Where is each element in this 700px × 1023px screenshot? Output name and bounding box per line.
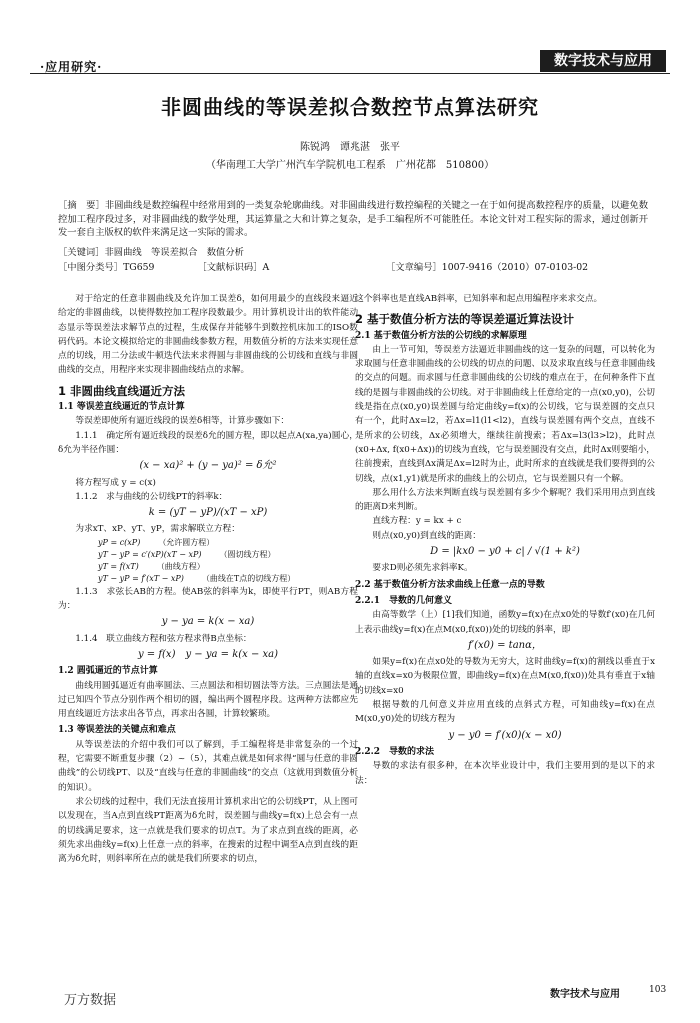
section-heading-2: 2 基于数值分析方法的等误差逼近算法设计 [355,312,575,327]
watermark: 万方数据 [64,993,117,1008]
paragraph-2-2-1b: 如果y=f(x)在点x0处的导数为无穷大，这时曲线y=f(x)的割线以垂直于x轴的直线x=x0为极限位置，即曲线y=f(x)在点M(x0,f(x0))处具有垂直于x轴的切线x=x0 [355,657,655,696]
paragraph-1-3a: 从等误差法的介绍中我们可以了解到，手工编程将是非常复杂的一个过程，它需要不断重复步骤（2）~（5），其难点就是如何求得“圆与任意的非圆曲线”的公切线PT、以及“直线与任意的非圆曲线”的交点（这就用到数值分析的知识）。 [58,739,358,793]
step-1-1-3: 1.1.3 求弦长AB的方程。使AB弦的斜率为k，即使平行PT，则AB方程为： [58,586,358,612]
paragraph-1-2: 曲线用圆弧逼近有曲率圆法、三点圆法和相切圆法等方法。三点圆法是通过已知四个节点分别作两个相切的圆，编出两个圆程序段。这两种方法都应先用直线逼近方法求出各节点，再求出各圆，计算较繁琐。 [58,680,358,720]
paragraph-2-1b: 那么用什么方法来判断直线与误差圆有多少个解呢？我们采用用点到直线的距离D来判断。 [355,487,655,513]
derivative-tan-formula: f′(x0) = tanα， [468,639,542,651]
subsection-heading-2-2-2: 2.2.2 导数的求法 [355,746,435,757]
distance-intro: 则点(x0,y0)到直线的距离： [372,530,481,541]
step-1-1-2-note: 为求xT、xP、yT、yP，需求解联立方程： [75,524,240,535]
chord-equation: y − ya = k(x − xa) [161,616,255,628]
paper-authors: 陈锐鸿 谭兆湛 张平 [300,142,400,153]
distance-formula: D = |kx0 − y0 + c| / √(1 + k²) [430,546,580,558]
tangent-line-formula: y − y0 = f′(x0)(x − x0) [448,729,562,741]
paragraph-2-2-1c: 根据导数的几何意义并应用直线的点斜式方程，可知曲线y=f(x)在点M(x0,y0)处的切线方程为 [355,700,655,725]
paper-title: 非圆曲线的等误差拟合数控节点算法研究 [161,95,539,119]
paragraph-1-3b: 求公切线的过程中，我们无法直接用计算机求出它的公切线PT，从上图可以发现在，当A点到直线PT距离为δ允时，误差圆与曲线y=f(x)上总会有一点的切线满足要求，这一点就是我们要求的切点T。为了求点到直线的距离，必须先求出曲线y=f(x)上任意一点的斜率，在搜索的过程中调至A点到直线的距离为δ允时，则斜率所在点的就是我们所要求的切点， [58,796,358,865]
subsection-heading-1-3: 1.3 等误差法的关键点和难点 [58,725,176,736]
line-equation: 直线方程：y = kx + c [372,516,462,527]
header-divider [30,73,670,74]
subsection-heading-1-2: 1.2 圆弧逼近的节点计算 [58,666,158,677]
keywords: ［关键词］非圆曲线 等误差拟合 数值分析 [58,247,244,258]
footer-journal: 数字技术与应用 [550,989,620,1000]
left-column [58,292,358,866]
classification-row [58,259,648,273]
paragraph-1-1: 等误差即使所有逼近线段的误差δ相等，计算步骤如下： [75,416,290,427]
equation-line: yT − yP = c′(xP)(xT − xP) （圆切线方程） [98,549,276,559]
page-number: 103 [649,985,667,995]
equation-line: yT = f(xT) （曲线方程） [98,561,205,571]
abstract: ［摘 要］非圆曲线是数控编程中经常用到的一类复杂轮廓曲线。对非圆曲线进行数控编程的关键之一在于如何提高数控程序的质量，以避免数控加工程序段过多，对非圆曲线的数学处理，其运算量之大和计算之复杂，是手工编程所不可能胜任。本论文针对工程实际的需求，通过创新开发一套自主版权的软件来满足这一实际的需求。 [58,200,648,239]
paragraph-2-2-1a: 由高等数学（上）[1]我们知道，函数y=f(x)在点x0处的导数f′(x0)在几何上表示曲线y=f(x)在点M(x0,f(x0))处的切线的斜率，即 [355,610,655,635]
step-1-1-2: 1.1.2 求与曲线的公切线PT的斜率k： [75,491,228,502]
document-code: ［文献标识码］A [197,262,270,273]
subsection-heading-2-2-1: 2.2.1 导数的几何意义 [355,595,453,606]
paper-affiliation: （华南理工大学广州汽车学院机电工程系 广州花都 510800） [205,160,495,171]
paragraph-2-1a: 由上一节可知，等误差方法逼近非圆曲线的这一复杂的问题，可以转化为求取圆与任意非圆曲线的公切线的切点的问题、以及求取直线与任意非圆曲线的交点的问题。而求圆与任意非圆曲线的公切线的难点在于，在何种条件下直线的是圆与非圆曲线的公切线。对于非圆曲线上任意给定的一点(x0,y0)，公切线是指在点(x0,y0)误差圆与给定曲线y=f(x)的公切线，它与误差圆的交点只有一个，此时Δx=l2，若Δx=l1(l1<l2)，直线与误差圆有两个交点，直线不是所求的公切线，Δx必须增大，继续往前搜索；若Δx=l3(l3>l2)，此时点(x0+Δx, f(x0+Δx))的切线为直线，它与误差圆没有交点，此时Δx则要缩小，往前搜索，直线到Δx满足Δx=l2时为止，此时所求的直线就是我们要得到的公切线，点(x1,y1)就是所求的曲线上的公切点，它与误差圆只有一个解。 [355,344,655,484]
subsection-heading-2-1: 2.1 基于数值分析方法的公切线的求解原理 [355,330,527,341]
paragraph-2-2-2: 导数的求法有很多种，在本次毕业设计中，我们主要用到的是以下的求法： [355,761,655,786]
right-column [355,292,655,788]
paragraph-continued: 这个斜率也是直线AB斜率，已知斜率和起点用编程序来求交点。 [355,294,603,304]
intersection-equation: y = f(x) y − ya = k(x − xa) [137,648,279,660]
paragraph-2-1e: 要求D则必须先求斜率K。 [372,563,473,574]
circle-equation: (x − xa)² + (y − ya)² = δ允² [139,460,277,472]
article-number: ［文章编号］1007-9416（2010）07-0103-02 [386,262,589,273]
equation-system [58,537,358,585]
journal-brand: 数字技术与应用 [540,50,666,72]
intro-paragraph: 对于给定的任意非圆曲线及允许加工误差δ，如何用最少的直线段来逼近给定的非圆曲线，以使得数控加工程序段数最少。用计算机设计出的软件能动态显示等误差法求解节点的过程，生成保存并能够牛到数控机床加工的ISO数码代码。本论文模拟给定的非圆曲线参数方程，用数值分析的方法来实现任意点的切线，用二分法或牛顿迭代法来求得圆与非圆曲线的公切线和直线与非圆曲线的交点，用程序来实现非圆曲线结点的求解。 [58,294,358,376]
equation-line: yT − yP = f′(xT − xP) （曲线在T点的切线方程） [98,573,296,583]
equation-line: yP = c(xP) （允许圆方程） [98,537,215,547]
subsection-heading-2-2: 2.2 基于数值分析方法求曲线上任意一点的导数 [355,579,545,590]
step-1-1-4: 1.1.4 联立曲线方程和弦方程求得B点坐标： [75,633,252,644]
slope-equation: k = (yT − yP)/(xT − xP) [148,507,268,519]
clc-number: ［中图分类号］TG659 [58,262,155,273]
section-heading-1: 1 非圆曲线直线逼近方法 [58,383,186,398]
step-1-1-1-note: 将方程写成 y = c(x) [75,477,156,488]
section-label: ·应用研究· [40,60,103,74]
step-1-1-1: 1.1.1 确定所有逼近线段的误差δ允的圆方程，即以起点A(xa,ya)圆心，δ允为半径作圆： [58,430,358,455]
subsection-heading-1-1: 1.1 等误差直线逼近的节点计算 [58,402,185,413]
